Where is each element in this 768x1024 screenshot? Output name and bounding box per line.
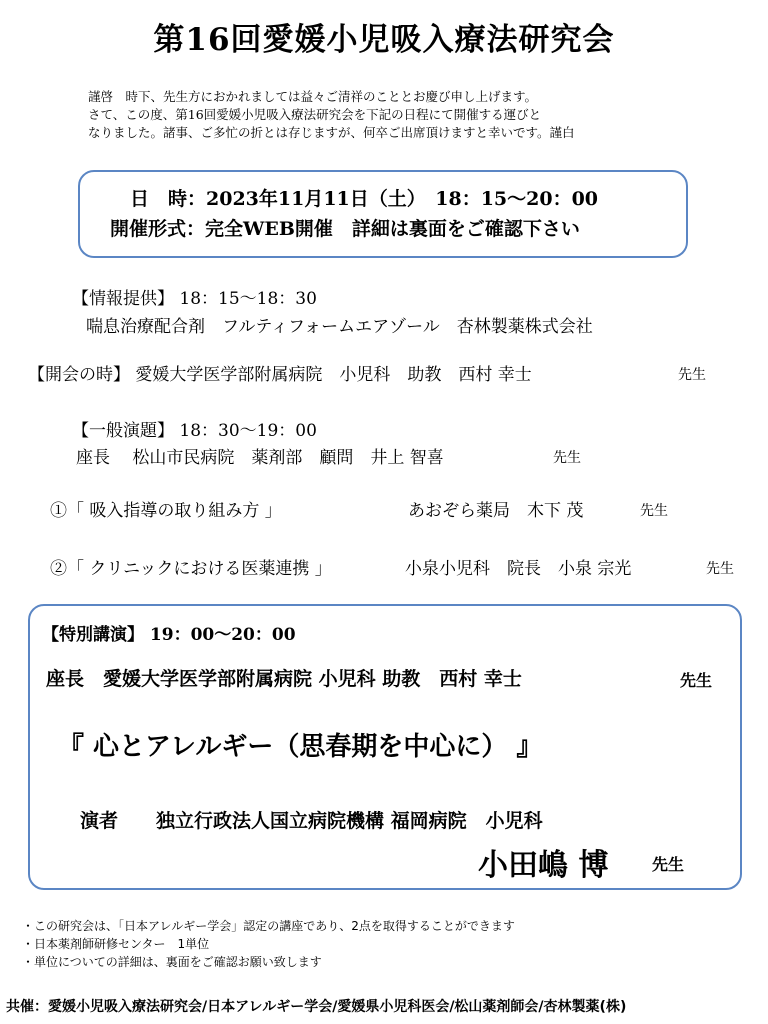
- talk1-speaker: あおぞら薬局 木下 茂: [408, 501, 584, 521]
- footer-cohosts: 共催：愛媛小児吸入療法研究会/日本アレルギー学会/愛媛県小児科医会/松山薬剤師会/杏林製薬(株): [6, 999, 627, 1015]
- general-chair-sensei: 先生: [553, 450, 581, 466]
- intro-line-3: なりました。諸事、ご多忙の折とは存じますが、何卒ご出席頂けますと幸いです。謹白: [88, 125, 575, 140]
- special-heading: 【特別講演】 19：00～20：00: [42, 625, 296, 645]
- special-chair-sensei: 先生: [680, 671, 713, 690]
- talk1-sensei: 先生: [640, 503, 668, 519]
- opening-text: 【開会の時】 愛媛大学医学部附属病院 小児科 助教 西村 幸士: [28, 365, 532, 385]
- opening-sensei: 先生: [678, 367, 706, 383]
- schedule-format: 開催形式：完全WEB開催 詳細は裏面をご確認下さい: [110, 218, 580, 240]
- general-heading: 【一般演題】 18：30～19：00: [72, 421, 317, 441]
- info-detail: 喘息治療配合剤 フルティフォームエアゾール 杏林製薬株式会社: [86, 317, 593, 337]
- speaker-sensei: 先生: [652, 855, 685, 874]
- special-chair: 座長 愛媛大学医学部附属病院 小児科 助教 西村 幸士: [46, 668, 522, 690]
- intro-line-1: 謹啓 時下、先生方におかれましては益々ご清祥のこととお慶び申し上げます。: [88, 89, 538, 104]
- speaker-affiliation: 演者 独立行政法人国立病院機構 福岡病院 小児科: [80, 810, 543, 832]
- general-chair: 座長 松山市民病院 薬剤部 顧問 井上 智喜: [76, 448, 444, 468]
- note-2: ・日本薬剤師研修センター 1単位: [22, 937, 210, 951]
- note-3: ・単位についての詳細は、裏面をご確認お願い致します: [22, 955, 322, 969]
- intro-line-2: さて、この度、第16回愛媛小児吸入療法研究会を下記の日程にて開催する運びと: [88, 107, 542, 122]
- talk2-speaker: 小泉小児科 院長 小泉 宗光: [405, 559, 632, 579]
- info-heading: 【情報提供】 18：15～18：30: [72, 289, 317, 309]
- talk2-title: ②「 クリニックにおける医薬連携 」: [50, 559, 332, 579]
- talk1-title: ①「 吸入指導の取り組み方 」: [50, 501, 282, 521]
- note-1: ・この研究会は、「日本アレルギー学会」認定の講座であり、2点を取得することができます: [22, 919, 515, 933]
- page-title: 第16回愛媛小児吸入療法研究会: [153, 22, 615, 58]
- talk2-sensei: 先生: [706, 561, 734, 577]
- schedule-date: 日 時：2023年11月11日（土） 18：15～20：00: [130, 188, 599, 210]
- lecture-title: 『 心とアレルギー（思春期を中心に） 』: [58, 732, 543, 762]
- speaker-name: 小田嶋 博: [478, 848, 609, 883]
